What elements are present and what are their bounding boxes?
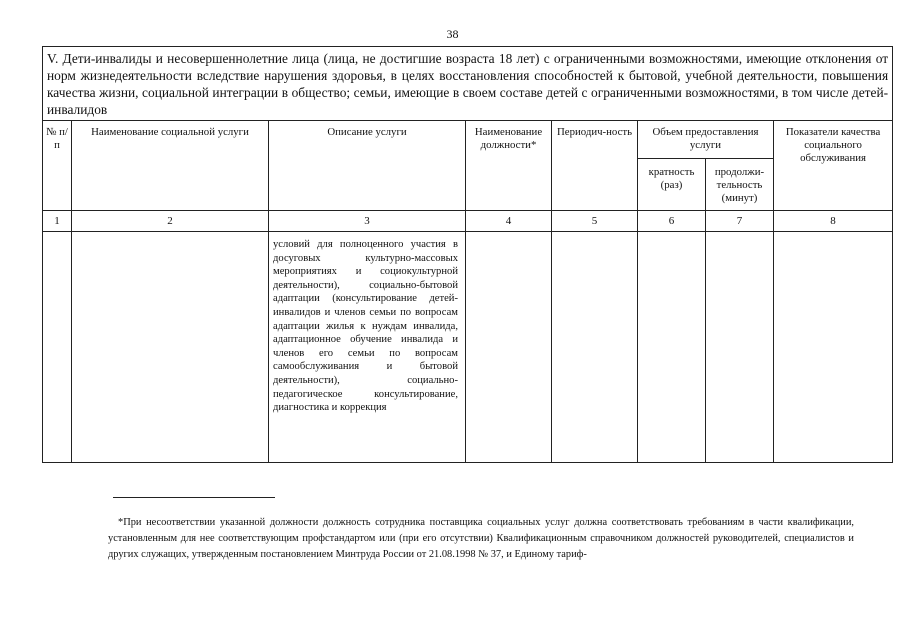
header-periodicity: Периодич-ность	[552, 121, 638, 211]
column-number: 5	[552, 211, 638, 232]
column-number: 4	[466, 211, 552, 232]
header-frequency: кратность (раз)	[638, 159, 706, 211]
cell-duration	[706, 232, 774, 463]
column-number: 7	[706, 211, 774, 232]
header-quality: Показатели качества социального обслуживания	[774, 121, 893, 211]
cell-num	[43, 232, 72, 463]
header-num: № п/п	[43, 121, 72, 211]
header-volume: Объем предоставления услуги	[638, 121, 774, 159]
column-number: 6	[638, 211, 706, 232]
cell-description: условий для полноценного участия в досуговых культурно-массовых мероприятиях и социокультурной деятельности), социально-бытовой адаптации (консультирование детей-инвалидов и членов семьи по вопросам адаптации жилья к нуждам инвалида, адаптационное обучение инвалида и членов его семьи по вопросам самообслуживания и бытовой деятельности), социально-педагогическое консультирование, диагностика и коррекция	[269, 232, 466, 463]
page-number: 38	[446, 27, 459, 41]
cell-frequency	[638, 232, 706, 463]
column-number: 2	[72, 211, 269, 232]
cell-position	[466, 232, 552, 463]
column-number: 1	[43, 211, 72, 232]
cell-periodicity	[552, 232, 638, 463]
table-row	[43, 232, 893, 463]
column-number: 8	[774, 211, 893, 232]
cell-quality	[774, 232, 893, 463]
services-table	[42, 46, 893, 463]
header-duration: продолжи-тельность (минут)	[706, 159, 774, 211]
header-service-name: Наименование социальной услуги	[72, 121, 269, 211]
cell-service-name	[72, 232, 269, 463]
column-number: 3	[269, 211, 466, 232]
header-position: Наименование должности*	[466, 121, 552, 211]
header-description: Описание услуги	[269, 121, 466, 211]
footnote: *При несоответствии указанной должности должность сотрудника поставщика социальных услуг должна соответствовать требованиям в части квалификации, установленным для нее соответствующим профстандартом или (при его отсутствии) Квалификационным справочником должностей руководителей, специалистов и других служащих, утвержденным постановлением Минтруда России от 21.08.1998 № 37, и Единому тариф-	[108, 517, 854, 560]
footnote-separator	[113, 497, 275, 498]
section-title: V. Дети-инвалиды и несовершеннолетние лица (лица, не достигшие возраста 18 лет) с ограниченными возможностями, имеющие отклонения от норм жизнедеятельности вследствие нарушения здоровья, в целях восстановления способностей к бытовой, учебной деятельности, повышения качества жизни, социальной интеграции в общество; семьи, имеющие в своем составе детей с ограниченными возможностями, в том числе детей-инвалидов	[43, 47, 893, 121]
